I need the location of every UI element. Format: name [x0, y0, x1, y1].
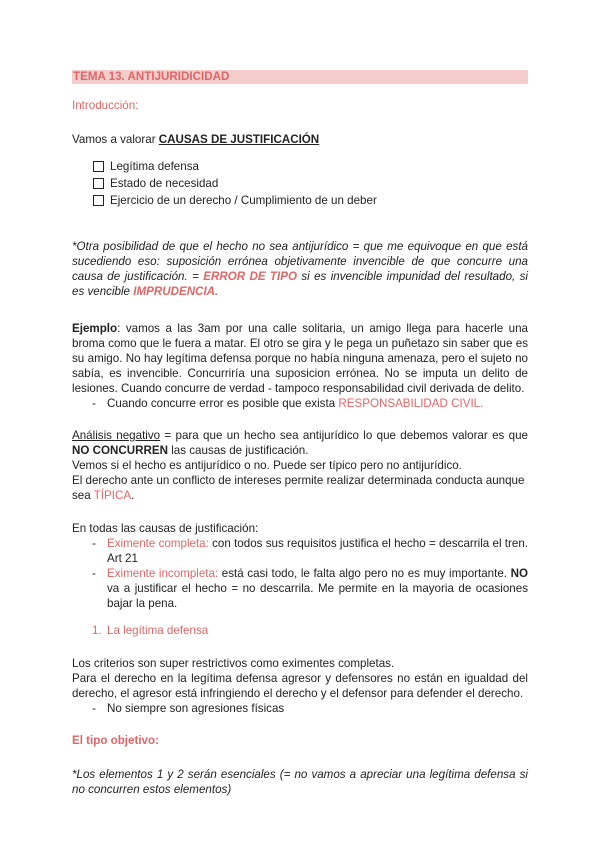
eximente-incompleta-bold: NO — [510, 567, 528, 580]
checklist-item — [93, 192, 528, 209]
eximente-incompleta-label: Eximente incompleta: — [107, 567, 219, 580]
eximentes-list — [72, 536, 528, 611]
page-title: TEMA 13. ANTIJURIDICIDAD — [72, 70, 528, 84]
analisis-text1: = para que un hecho sea antijurídico lo que debemos valorar es que — [160, 429, 528, 442]
checklist-item — [93, 158, 528, 175]
note-part2: si es invencible impunidad del resultado, si es vencible — [72, 270, 528, 298]
list-item — [72, 536, 528, 566]
section-heading-legitima-defensa — [72, 623, 528, 638]
note-part3: . — [215, 285, 219, 298]
note-highlight-error: ERROR DE TIPO — [203, 270, 297, 283]
analisis-text2: las causas de justificación. — [167, 444, 309, 457]
analisis-line3 — [72, 473, 528, 503]
checklist-label: Ejercicio de un derecho / Cumplimiento de un deber — [110, 194, 377, 207]
section-number: 1. — [92, 624, 102, 637]
checklist-label: Legítima defensa — [110, 160, 199, 173]
ejemplo-bullets — [72, 396, 528, 411]
analisis-paragraph — [72, 428, 528, 458]
error-note — [72, 239, 528, 299]
analisis-line3-text: El derecho ante un conflicto de intereses permite realizar determinada conducta aunque sea — [72, 474, 525, 502]
eximente-incompleta-text1: está casi todo, le falta algo pero no es muy importante. — [218, 567, 511, 580]
note-highlight-imprudencia: IMPRUDENCIA — [133, 285, 216, 298]
analisis-bold: NO CONCURREN — [72, 444, 168, 457]
eximente-incompleta-text2: va a justificar el hecho = no descarrila. Me permite en la mayoria de ocasiones bajar la pena. — [107, 582, 528, 610]
ejemplo-text: : vamos a las 3am por una calle solitaria, un amigo llega para hacerle una broma como que le fuera a matar. El otro se gira y le pega un puñetazo sin saber que es su amigo. No hay legítima defensa porque no había ninguna amenaza, pero el sujeto no sabía, es invencible. Concurriría una suposicion errónea. No se imputa un delito de lesiones. Cuando concurre de verdad - tampoco responsabilidad civil derivada de delito. — [72, 322, 528, 395]
checkbox-icon — [93, 178, 104, 189]
analisis-line3-end: . — [131, 489, 135, 502]
analisis-line2: Vemos si el hecho es antijurídico o no. Puede ser típico pero no antijurídico. — [72, 459, 462, 472]
analisis-label: Análisis negativo — [72, 429, 161, 442]
checklist-label: Estado de necesidad — [110, 177, 219, 190]
ejemplo-label: Ejemplo — [72, 322, 118, 335]
justification-checklist — [72, 158, 528, 209]
bullet-highlight: RESPONSABILIDAD CIVIL. — [338, 397, 484, 410]
criterios-line1: Los criterios son super restrictivos como eximentes completas. — [72, 657, 395, 670]
list-item: - No siempre son agresiones físicas — [72, 701, 528, 716]
valorar-bold: CAUSAS DE JUSTIFICACIÓN — [158, 133, 320, 146]
note-part1: *Otra posibilidad de que el hecho no sea antijurídico = que me equivoque en que está sucediendo eso: suposición errónea objetivamente invencible de que concurre una causa de justificación. = — [72, 240, 528, 283]
criterios-bullets — [72, 701, 528, 716]
document-page — [72, 70, 528, 797]
valorar-line — [72, 132, 528, 147]
list-item — [72, 396, 528, 411]
valorar-prefix: Vamos a valorar — [72, 133, 159, 146]
checkbox-icon — [93, 161, 104, 172]
ejemplo-paragraph — [72, 321, 528, 396]
criterios-line2: Para el derecho en la legítima defensa agresor y defensores no están en igualdad del derecho, el agresor está infringiendo el derecho y el defensor para defender el derecho. — [72, 672, 528, 700]
list-item — [72, 566, 528, 611]
tipo-objetivo-heading: El tipo objetivo: — [72, 734, 159, 747]
checklist-item — [93, 175, 528, 192]
eximente-completa-label: Eximente completa: — [107, 537, 209, 550]
section-label: La legítima defensa — [107, 624, 209, 637]
checkbox-icon — [93, 195, 104, 206]
bullet-text: Cuando concurre error es posible que exista — [107, 397, 339, 410]
eximente-completa-text: con todos sus requisitos justifica el hecho = descarrila el tren. Art 21 — [107, 537, 528, 565]
elementos-note: *Los elementos 1 y 2 serán esenciales (= no vamos a apreciar una legítima defensa si no concurren estos elementos) — [72, 768, 528, 796]
todas-intro: En todas las causas de justificación: — [72, 522, 259, 535]
analisis-line3-highlight: TÍPICA — [93, 489, 132, 502]
intro-heading: Introducción: — [72, 99, 139, 112]
